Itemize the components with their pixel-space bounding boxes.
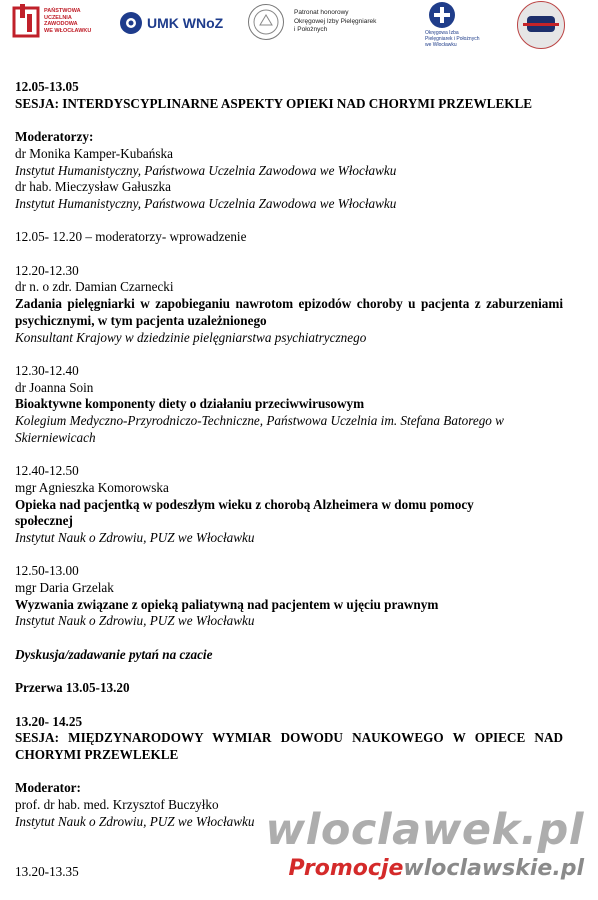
patronat-logo-text: Patronat honorowy Okręgowej Izby Pielęgniarek i Położnych (294, 9, 377, 34)
talk3-speaker: mgr Agnieszka Komorowska (15, 479, 169, 495)
talk3-time: 12.40-12.50 (15, 463, 79, 479)
session1-title: SESJA: INTERDYSCYPLINARNE ASPEKTY OPIEKI NAD CHORYMI PRZEWLEKLE (15, 95, 533, 111)
talk4-speaker: mgr Daria Grzelak (15, 580, 114, 595)
umk-logo-text: UMK WNoZ (147, 15, 224, 31)
talk4-title: Wyzwania związane z opieką paliatywną nad pacjentem w ujęciu prawnym (15, 596, 439, 612)
intro-line: 12.05- 12.20 – moderatorzy- wprowadzenie (15, 229, 247, 245)
watermark-promocje-red: Promocje (288, 856, 404, 881)
puz-emblem-icon (12, 4, 40, 38)
oipip-logo-text: Okręgowa Izba Pielęgniarek i Położnych we Włocławku (425, 30, 480, 48)
talk1-speaker: dr n. o zdr. Damian Czarnecki (15, 279, 174, 295)
session2-moderator-affiliation: Instytut Nauk o Zdrowiu, PUZ we Włocławku (15, 813, 255, 829)
watermark-promocje (288, 856, 584, 881)
ptp-badge-icon (517, 1, 565, 49)
talk2-time: 12.30-12.40 (15, 362, 79, 378)
ptp-logo (517, 1, 565, 49)
watermark-wloclawek: wloclawek.pl (265, 805, 584, 855)
moderator2-name: dr hab. Mieczysław Gałuszka (15, 179, 171, 195)
patronat-logo (248, 4, 404, 40)
umk-logo (120, 12, 223, 34)
session2-title: SESJA: MIĘDZYNARODOWY WYMIAR DOWODU NAUKOWEGO W OPIECE NAD CHORYMI PRZEWLEKLE (15, 730, 563, 762)
moderators-label: Moderatorzy: (15, 129, 94, 145)
oipip-logo (425, 2, 495, 48)
moderator2-affiliation: Instytut Humanistyczny, Państwowa Uczelnia Zawodowa we Włocławku (15, 195, 397, 211)
session1-time: 12.05-13.05 (15, 79, 79, 94)
talk3-affiliation: Instytut Nauk o Zdrowiu, PUZ we Włocławku (15, 529, 255, 545)
session2-next-time: 13.20-13.35 (15, 863, 79, 879)
talk1-affiliation: Konsultant Krajowy w dziedzinie pielęgniarstwa psychiatrycznego (15, 329, 367, 345)
patronat-seal-icon (248, 4, 284, 40)
talk2-speaker: dr Joanna Soin (15, 379, 94, 395)
break-line: Przerwa 13.05-13.20 (15, 680, 130, 696)
talk4-time: 12.50-13.00 (15, 563, 79, 579)
moderator1-name: dr Monika Kamper-Kubańska (15, 145, 173, 161)
watermark-promocje-grey: wloclawskie.pl (403, 856, 584, 881)
moderator-label: Moderator: (15, 780, 81, 796)
talk3-title: Opieka nad pacjentką w podeszłym wieku z chorobą Alzheimera w domu pomocy społecznej (15, 496, 474, 529)
session2-time: 13.20- 14.25 (15, 713, 83, 729)
umk-emblem-icon (120, 12, 142, 34)
oipip-cross-icon (429, 2, 455, 28)
logo-bar (0, 0, 598, 50)
talk1-time: 12.20-12.30 (15, 262, 79, 278)
talk2-affiliation: Kolegium Medyczno-Przyrodniczo-Techniczne, Państwowa Uczelnia im. Stefana Batorego w Skierniewicach (15, 413, 504, 445)
programme-document (15, 79, 563, 881)
discussion-note: Dyskusja/zadawanie pytań na czacie (15, 646, 213, 662)
puz-logo (12, 4, 104, 38)
moderator1-affiliation: Instytut Humanistyczny, Państwowa Uczelnia Zawodowa we Włocławku (15, 162, 397, 178)
talk4-affiliation: Instytut Nauk o Zdrowiu, PUZ we Włocławku (15, 613, 255, 629)
puz-logo-text: PAŃSTWOWA UCZELNIA ZAWODOWA WE WŁOCŁAWKU (44, 8, 92, 34)
talk1-title: Zadania pielęgniarki w zapobieganiu nawrotom epizodów choroby u pacjenta z zaburzeniami psychicznymi, w tym pacjenta uzależnionego (15, 296, 563, 328)
session2-moderator-name: prof. dr hab. med. Krzysztof Buczyłko (15, 797, 219, 813)
talk2-title: Bioaktywne komponenty diety o działaniu przeciwwirusowym (15, 396, 365, 412)
